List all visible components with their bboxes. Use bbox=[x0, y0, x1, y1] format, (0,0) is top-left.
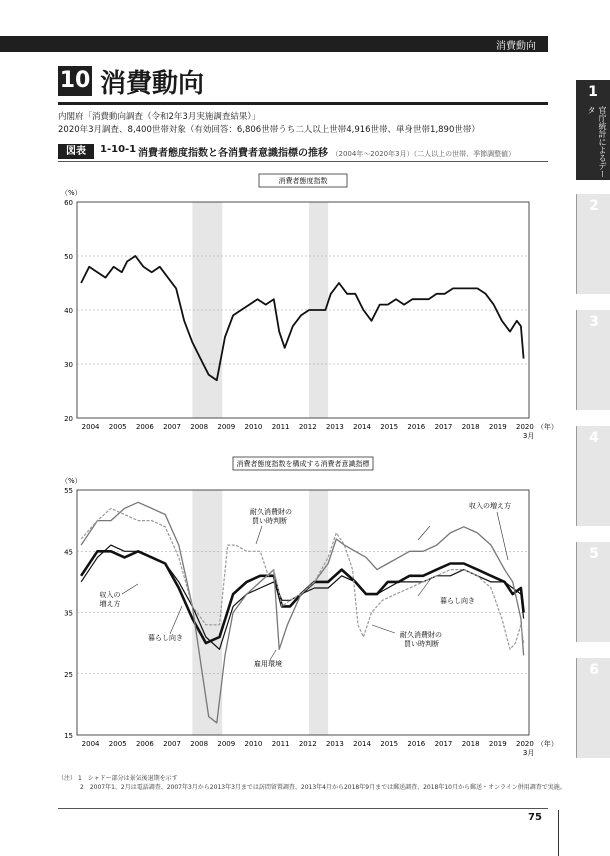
section-title: 消費動向 bbox=[100, 69, 205, 99]
side-tab-number: 6 bbox=[589, 662, 599, 678]
x-tick-sublabel: 3月 bbox=[522, 432, 535, 440]
x-tick-label: 2012 bbox=[298, 423, 317, 431]
x-tick-label: 2014 bbox=[353, 740, 371, 748]
note-1: 1 シャドー部分は景気後退期を示す bbox=[77, 775, 178, 782]
x-tick-label: 2016 bbox=[407, 423, 426, 431]
y-tick-label: 30 bbox=[64, 361, 73, 369]
x-tick-label: 2006 bbox=[135, 740, 154, 748]
annotation-label: 耐久消費財の bbox=[400, 631, 442, 639]
y-tick-label: 35 bbox=[64, 609, 73, 618]
chart-title: 消費者態度指数 bbox=[278, 177, 328, 185]
y-tick-label: 20 bbox=[64, 415, 73, 423]
x-tick-label: 2013 bbox=[325, 423, 344, 431]
annotation-leader bbox=[418, 526, 430, 540]
annotation-leader bbox=[418, 577, 432, 596]
x-tick-label: 2017 bbox=[434, 423, 453, 431]
x-tick-sublabel: 3月 bbox=[522, 749, 535, 757]
y-axis-unit: （%） bbox=[61, 189, 82, 197]
series-line bbox=[81, 256, 523, 380]
side-tab-number: 4 bbox=[589, 430, 599, 446]
notes-label: （注） bbox=[58, 775, 77, 782]
y-axis-unit: （%） bbox=[61, 477, 82, 485]
x-tick-label: 2012 bbox=[298, 740, 317, 748]
x-tick-label: 2018 bbox=[461, 423, 480, 431]
x-tick-label: 2020 bbox=[516, 423, 534, 431]
x-tick-label: 2006 bbox=[135, 423, 154, 431]
x-tick-label: 2015 bbox=[380, 423, 399, 431]
section-tag: 消費動向 bbox=[496, 41, 536, 52]
source-line-1: 内閣府「消費動向調査（令和2年3月実施調査結果）」 bbox=[58, 112, 261, 122]
x-tick-label: 2019 bbox=[488, 740, 507, 748]
figure-label: 図表 bbox=[58, 144, 94, 159]
x-tick-label: 2009 bbox=[217, 740, 236, 748]
y-tick-label: 50 bbox=[64, 253, 73, 261]
x-tick-label: 2007 bbox=[163, 423, 181, 431]
note-2: 2 2007年1、2月は電話調査、2007年3月から2013年3月までは訪問留置調査、2013年4月から2018年9月までは郵送調査、2018年10月から郵送・オンライン併用調査で実施。 bbox=[80, 784, 566, 791]
annotation-label: 収入の bbox=[99, 591, 121, 599]
x-tick-label: 2018 bbox=[461, 740, 480, 748]
x-tick-label: 2015 bbox=[380, 740, 399, 748]
y-tick-label: 55 bbox=[64, 487, 73, 495]
y-tick-label: 15 bbox=[64, 732, 73, 740]
figure-title-text: 消費者態度指数と各消費者意識指標の推移 bbox=[138, 148, 328, 159]
footer-divider bbox=[558, 810, 559, 856]
x-tick-label: 2010 bbox=[244, 423, 263, 431]
annotation-label: 暮らし向き bbox=[440, 597, 475, 605]
side-tab-text: 官庁統計によるデータ bbox=[587, 106, 607, 178]
x-tick-label: 2009 bbox=[217, 423, 236, 431]
x-tick-label: 2004 bbox=[81, 740, 100, 748]
section-number: 10 bbox=[58, 66, 92, 96]
figure-subtitle: （2004年～2020年3月）（二人以上の世帯、季節調整値） bbox=[331, 150, 516, 158]
y-tick-label: 25 bbox=[64, 670, 73, 679]
x-tick-label: 2004 bbox=[81, 423, 100, 431]
x-tick-label: 2007 bbox=[163, 740, 181, 748]
x-tick-label: 2019 bbox=[488, 423, 507, 431]
side-tab-number: 2 bbox=[589, 198, 599, 214]
notes bbox=[58, 774, 566, 792]
annotation-leader bbox=[270, 650, 276, 660]
side-tab-number: 1 bbox=[588, 84, 598, 100]
x-tick-label: 2010 bbox=[244, 740, 263, 748]
x-axis-unit: （年） bbox=[536, 423, 558, 431]
annotation-label: 耐久消費財の bbox=[250, 508, 292, 516]
annotation-leader bbox=[122, 584, 138, 594]
x-axis-unit: （年） bbox=[536, 740, 558, 748]
x-tick-label: 2011 bbox=[271, 740, 290, 748]
annotation-leader bbox=[170, 606, 182, 634]
x-tick-label: 2005 bbox=[108, 423, 127, 431]
annotation-leader bbox=[256, 526, 262, 544]
x-tick-label: 2008 bbox=[190, 423, 209, 431]
annotation-label: 増え方 bbox=[99, 600, 121, 608]
y-tick-label: 40 bbox=[64, 307, 73, 315]
page-number: 75 bbox=[528, 812, 542, 823]
side-tab-number: 3 bbox=[589, 314, 599, 330]
annotation-label: 買い時判断 bbox=[404, 640, 439, 648]
x-tick-label: 2016 bbox=[407, 740, 426, 748]
source-line-2: 2020年3月調査、8,400世帯対象（有効回答：6,806世帯うち二人以上世帯4,916世帯、単身世帯1,890世帯） bbox=[58, 125, 480, 135]
x-tick-label: 2013 bbox=[325, 740, 344, 748]
x-tick-label: 2008 bbox=[190, 740, 209, 748]
x-tick-label: 2005 bbox=[108, 740, 127, 748]
footer-rule bbox=[58, 808, 548, 809]
side-tab-number: 5 bbox=[589, 546, 599, 562]
annotation-label: 雇用環境 bbox=[254, 660, 282, 668]
y-tick-label: 45 bbox=[64, 548, 73, 557]
figure-number: 1-10-1 bbox=[100, 144, 137, 155]
annotation-label: 収入の増え方 bbox=[469, 502, 511, 510]
annotation-leader bbox=[372, 625, 395, 633]
x-tick-label: 2020 bbox=[516, 740, 534, 748]
y-tick-label: 60 bbox=[64, 199, 73, 207]
x-tick-label: 2017 bbox=[434, 740, 453, 748]
annotation-label: 暮らし向き bbox=[148, 634, 183, 642]
x-tick-label: 2011 bbox=[271, 423, 290, 431]
x-tick-label: 2014 bbox=[353, 423, 371, 431]
annotation-leader bbox=[497, 512, 508, 560]
chart-title: 消費者態度指数を構成する消費者意識指標 bbox=[236, 460, 370, 468]
annotation-label: 買い時判断 bbox=[252, 517, 287, 525]
